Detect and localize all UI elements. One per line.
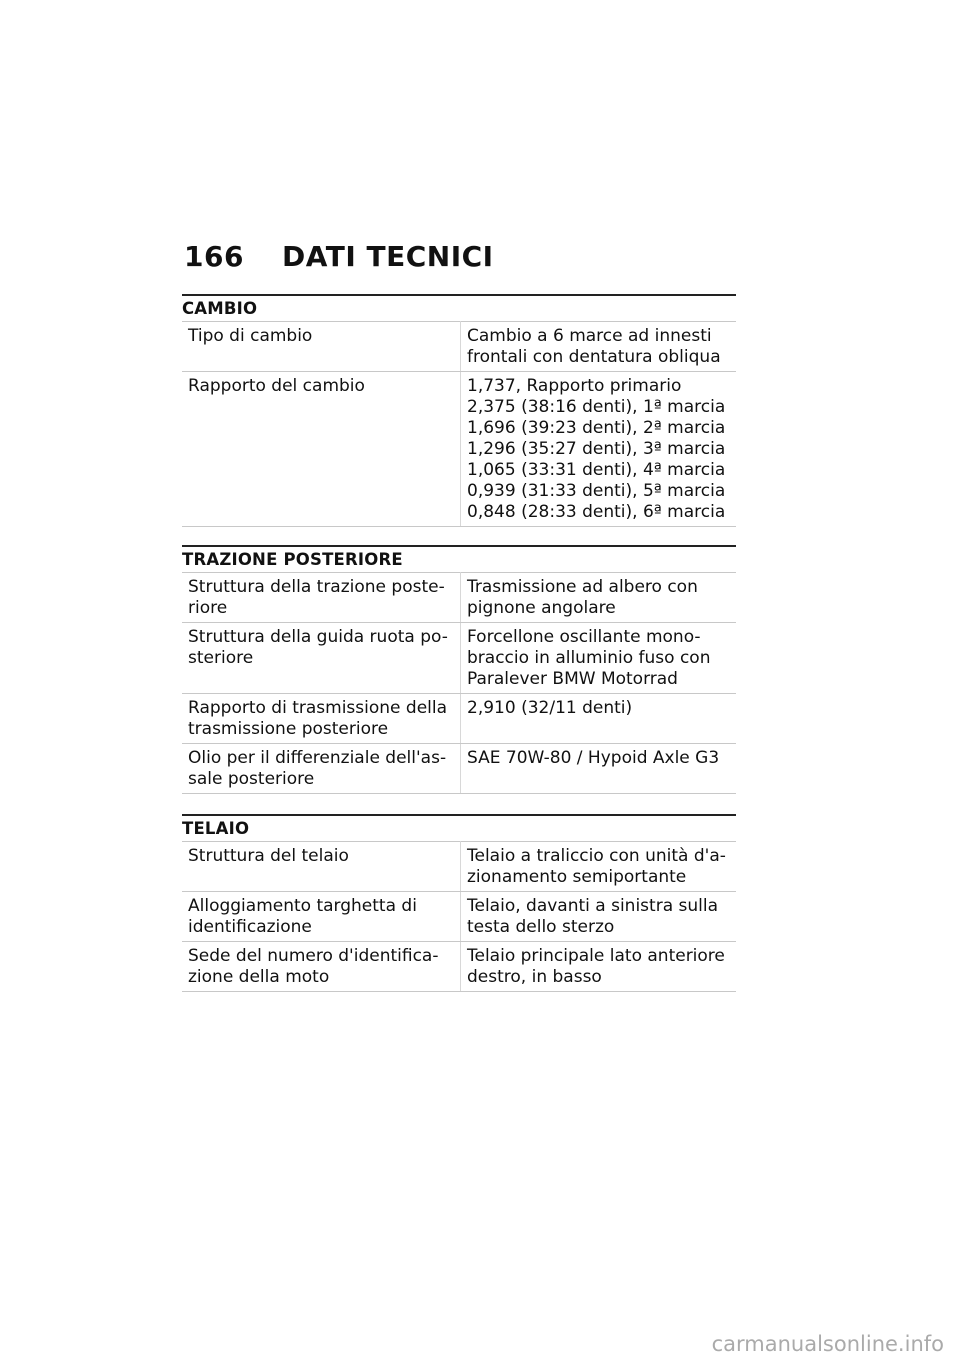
watermark: carmanualsonline.info xyxy=(711,1332,944,1356)
spec-label: Struttura della trazione poste-riore xyxy=(182,573,461,623)
table-row xyxy=(182,573,736,623)
section-cambio xyxy=(182,294,736,527)
section-title: TRAZIONE POSTERIORE xyxy=(182,545,736,572)
table-row xyxy=(182,322,736,372)
spec-value: Trasmissione ad albero con pignone angolare xyxy=(461,573,737,623)
spec-label: Olio per il differenziale dell'as-sale posteriore xyxy=(182,744,461,794)
spec-label: Struttura del telaio xyxy=(182,842,461,892)
spec-value: Telaio principale lato anteriore destro, in basso xyxy=(461,942,737,992)
page-header xyxy=(184,240,494,273)
spec-value: Cambio a 6 marce ad innesti frontali con dentatura obliqua xyxy=(461,322,737,372)
spec-value: Telaio, davanti a sinistra sulla testa dello sterzo xyxy=(461,892,737,942)
spec-label: Struttura della guida ruota po-steriore xyxy=(182,623,461,694)
table-row xyxy=(182,623,736,694)
table-row xyxy=(182,892,736,942)
section-title: CAMBIO xyxy=(182,294,736,321)
spec-value: 1,737, Rapporto primario 2,375 (38:16 denti), 1ª marcia 1,696 (39:23 denti), 2ª marcia 1,296 (35:27 denti), 3ª marcia 1,065 (33:31 denti), 4ª marcia 0,939 (31:33 denti), 5ª marcia 0,848 (28:33 denti), 6ª marcia xyxy=(461,372,737,527)
section-telaio xyxy=(182,814,736,992)
table-row xyxy=(182,942,736,992)
spec-label: Rapporto del cambio xyxy=(182,372,461,527)
table-row xyxy=(182,842,736,892)
table-row xyxy=(182,372,736,527)
spec-value: SAE 70W-80 / Hypoid Axle G3 xyxy=(461,744,737,794)
section-title: TELAIO xyxy=(182,814,736,841)
spec-table xyxy=(182,321,736,527)
spec-table xyxy=(182,841,736,992)
spec-label: Sede del numero d'identifica-zione della moto xyxy=(182,942,461,992)
table-row xyxy=(182,694,736,744)
spec-label: Alloggiamento targhetta di identificazione xyxy=(182,892,461,942)
spec-table xyxy=(182,572,736,794)
spec-value: Telaio a traliccio con unità d'a-zionamento semiportante xyxy=(461,842,737,892)
spec-label: Rapporto di trasmissione della trasmissione posteriore xyxy=(182,694,461,744)
table-row xyxy=(182,744,736,794)
section-trazione-posteriore xyxy=(182,545,736,794)
page-number: 166 xyxy=(184,240,244,273)
spec-value: Forcellone oscillante mono-braccio in alluminio fuso con Paralever BMW Motorrad xyxy=(461,623,737,694)
spec-value: 2,910 (32/11 denti) xyxy=(461,694,737,744)
page-title: DATI TECNICI xyxy=(282,240,494,273)
spec-label: Tipo di cambio xyxy=(182,322,461,372)
